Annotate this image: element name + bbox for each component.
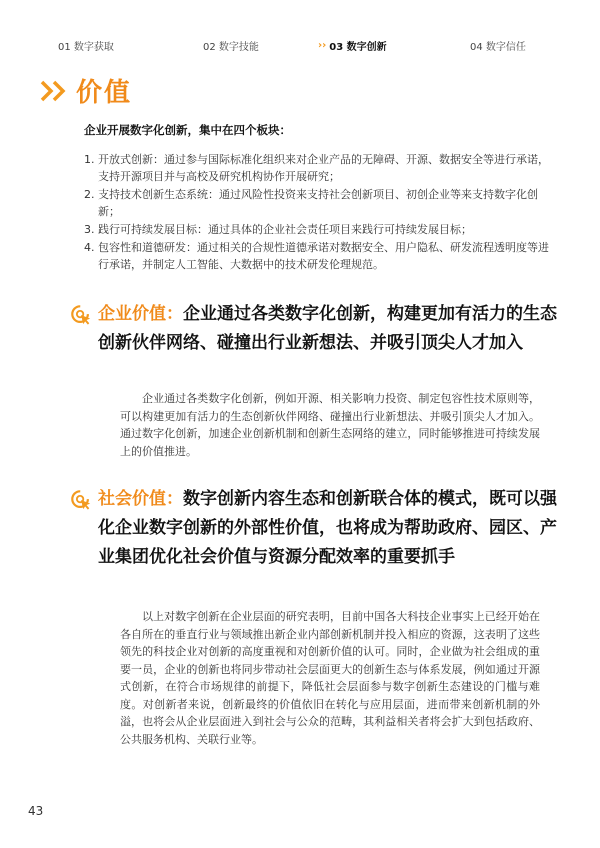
list-item-number: 3.: [84, 223, 95, 236]
list-item-number: 4.: [84, 241, 95, 254]
section-title: [40, 72, 132, 109]
nav-item-digital-trust[interactable]: [470, 38, 526, 53]
page-number: 43: [28, 804, 44, 818]
nav-item-data-acquisition[interactable]: [58, 38, 114, 53]
nav-item-label: 01 数字获取: [58, 42, 114, 53]
social-value-statement: 数字创新内容生态和创新联合体的模式，既可以强化企业数字创新的外部性价值，也将成为帮助政府、园区、产业集团优化社会价值与资源分配效率的重要抓手: [98, 489, 557, 567]
nav-item-label: 03 数字创新: [329, 42, 387, 53]
nav-item-label: 04 数字信任: [470, 42, 526, 53]
enterprise-value-heading: [72, 300, 572, 358]
list-item: [84, 221, 554, 238]
list-item-number: 2.: [84, 188, 95, 201]
list-item: [84, 151, 554, 185]
enterprise-value-paragraph: 企业通过各类数字化创新，例如开源、相关影响力投资、制定包容性技术原则等，可以构建更加有活力的生态创新伙伴网络、碰撞出行业新想法、并吸引顶尖人才加入。通过数字化创新，加速企业创新机制和创新生态网络的建立，同时能够推进可持续发展上的价值推进。: [120, 392, 540, 458]
enterprise-value-statement: 企业通过各类数字化创新，构建更加有活力的生态创新伙伴网络、碰撞出行业新想法、并吸引顶尖人才加入: [98, 304, 557, 353]
target-cursor-icon: [70, 304, 92, 326]
target-cursor-icon: [70, 489, 92, 511]
nav-item-digital-innovation[interactable]: [318, 38, 387, 53]
list-item-text: 践行可持续发展目标：通过具体的企业社会责任项目来践行可持续发展目标；: [98, 223, 472, 236]
double-chevron-icon: ››: [318, 40, 327, 51]
section-title-text: 价值: [76, 78, 133, 108]
social-value-heading: [72, 485, 572, 572]
list-item: [84, 186, 554, 220]
intro-text: 企业开展数字化创新，集中在四个板块：: [84, 123, 291, 137]
nav-item-digital-skills[interactable]: [203, 38, 259, 53]
innovation-list: [84, 151, 554, 274]
enterprise-value-label: 企业价值：: [98, 304, 183, 324]
social-value-paragraph: 以上对数字创新在企业层面的研究表明，目前中国各大科技企业事实上已经开始在各自所在的垂直行业与领域推出新企业内部创新机制并投入相应的资源，这表明了这些领先的科技企业对创新的高度重视和对创新价值的认可。同时，企业做为社会组成的重要一员，企业的创新也将同步带动社会层面更大的创新生态与体系发展，例如通过开源式创新，在符合市场规律的前提下，降低社会层面参与数字创新生态建设的门槛与难度。对创新者来说，创新最终的价值依旧在转化与应用层面，进而带来创新机制的外溢，也将会从企业层面进入到社会与公众的范畴，其利益相关者将会扩大到包括政府、公共服务机构、关联行业等。: [120, 610, 540, 746]
chapter-nav: [0, 38, 600, 58]
list-item-text: 支持技术创新生态系统：通过风险性投资来支持社会创新项目、初创企业等来支持数字化创新；: [98, 188, 538, 218]
nav-item-label: 02 数字技能: [203, 42, 259, 53]
list-item-number: 1.: [84, 153, 95, 166]
social-value-heading-text: [98, 485, 572, 572]
list-item: [84, 239, 554, 273]
list-item-text: 开放式创新：通过参与国际标准化组织来对企业产品的无障碍、开源、数据安全等进行承诺，支持开源项目并与高校及研究机构协作开展研究；: [98, 153, 549, 183]
list-item-text: 包容性和道德研发：通过相关的合规性道德承诺对数据安全、用户隐私、研发流程透明度等进行承诺，并制定人工智能、大数据中的技术研发伦理规范。: [98, 241, 549, 271]
enterprise-value-heading-text: [98, 300, 572, 358]
double-chevron-icon: [40, 79, 70, 103]
social-value-label: 社会价值：: [98, 489, 183, 509]
